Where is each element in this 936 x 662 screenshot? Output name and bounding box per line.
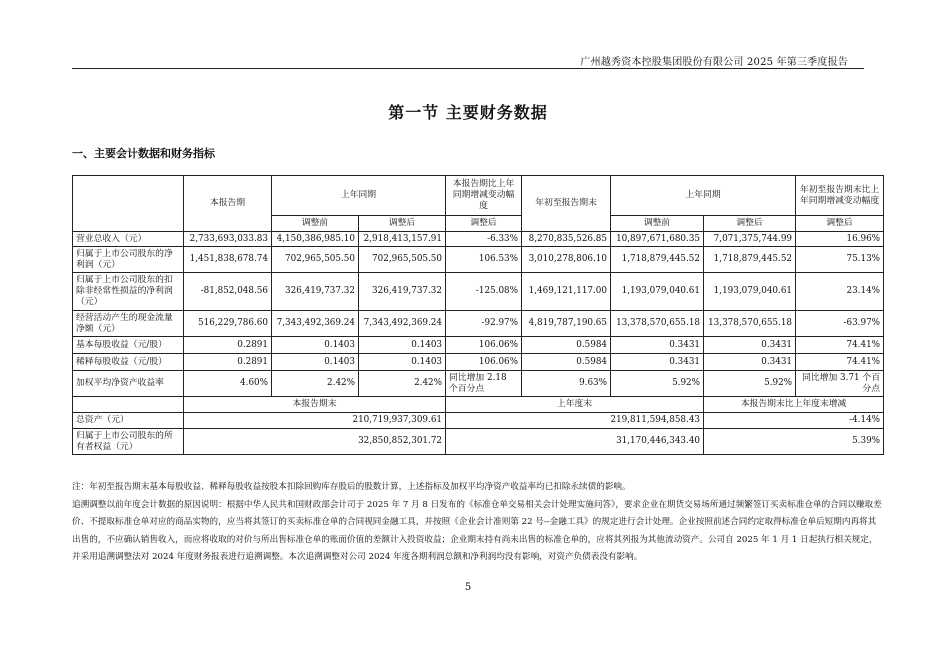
cell-value: -81,852,048.56 [184, 273, 272, 311]
header-ytd-change: 年初至报告期末比上年同期增减变动幅度 [796, 176, 884, 216]
cell-value: 同比增加 3.71 个百分点 [796, 371, 884, 397]
cell-value: 5.92% [611, 371, 704, 397]
header-prior-period: 上年同期 [272, 176, 446, 216]
cell-value: 3,010,278,806.10 [522, 247, 611, 273]
row-label: 归属于上市公司股东的扣除非经常性损益的净利润（元） [73, 273, 184, 311]
cell-value: 326,419,737.32 [359, 273, 446, 311]
cell-value: 0.1403 [272, 337, 359, 354]
header-ytd: 年初至报告期末 [522, 176, 611, 232]
financial-data-table [72, 175, 884, 455]
cell-value: 702,965,505.50 [272, 247, 359, 273]
row-label: 营业总收入（元） [73, 232, 184, 247]
cell-value: 10,897,671,680.35 [611, 232, 704, 247]
cell-value: 326,419,737.32 [272, 273, 359, 311]
row-label: 经营活动产生的现金流量净额（元） [73, 311, 184, 337]
table-row [73, 413, 884, 429]
cell-value: 2.42% [359, 371, 446, 397]
balance-header-row [73, 397, 884, 413]
balance-header-prior-year-end: 上年度末 [446, 397, 704, 413]
cell-value: 219,811,594,858.43 [446, 413, 704, 429]
subheader-adjusted: 调整后 [446, 216, 522, 232]
row-label: 归属于上市公司股东的所有者权益（元） [73, 429, 184, 455]
cell-value: 106.53% [446, 247, 522, 273]
table-row [73, 247, 884, 273]
cell-value: 1,193,079,040.61 [611, 273, 704, 311]
table-row [73, 429, 884, 455]
cell-value: 106.06% [446, 337, 522, 354]
cell-value: 0.2891 [184, 337, 272, 354]
cell-value: 1,469,121,117.00 [522, 273, 611, 311]
cell-value: 210,719,937,309.61 [184, 413, 446, 429]
balance-blank-cell [73, 397, 184, 413]
table-row [73, 371, 884, 397]
cell-value: -6.33% [446, 232, 522, 247]
header-blank-cell [73, 176, 184, 232]
cell-value: 4,150,386,985.10 [272, 232, 359, 247]
subheader-before-adjustment: 调整前 [272, 216, 359, 232]
table-row [73, 311, 884, 337]
cell-value: 7,071,375,744.99 [704, 232, 796, 247]
cell-value: -4.14% [704, 413, 884, 429]
cell-value: 0.1403 [359, 354, 446, 371]
cell-value: 7,343,492,369.24 [359, 311, 446, 337]
cell-value: 2,733,693,033.83 [184, 232, 272, 247]
cell-value: 5.39% [704, 429, 884, 455]
report-header-title: 广州越秀资本控股集团股份有限公司 2025 年第三季度报告 [580, 57, 848, 68]
cell-value: 75.13% [796, 247, 884, 273]
table-header-row [73, 176, 884, 216]
cell-value: 516,229,786.60 [184, 311, 272, 337]
cell-value: 1,451,838,678.74 [184, 247, 272, 273]
subheader-adjusted: 调整后 [796, 216, 884, 232]
cell-value: 1,718,879,445.52 [704, 247, 796, 273]
cell-value: 1,718,879,445.52 [611, 247, 704, 273]
row-label: 加权平均净资产收益率 [73, 371, 184, 397]
cell-value: 4,819,787,190.65 [522, 311, 611, 337]
cell-value: 0.5984 [522, 337, 611, 354]
cell-value: 7,343,492,369.24 [272, 311, 359, 337]
cell-value: -63.97% [796, 311, 884, 337]
row-label: 归属于上市公司股东的净利润（元） [73, 247, 184, 273]
cell-value: 0.3431 [611, 354, 704, 371]
cell-value: 16.96% [796, 232, 884, 247]
row-label: 稀释每股收益（元/股） [73, 354, 184, 371]
table-row [73, 273, 884, 311]
cell-value: 1,193,079,040.61 [704, 273, 796, 311]
page-number: 5 [464, 582, 472, 593]
cell-value: 2.42% [272, 371, 359, 397]
cell-value: 0.1403 [359, 337, 446, 354]
section-title: 第一节 主要财务数据 [388, 103, 548, 122]
subheader-after-adjustment: 调整后 [704, 216, 796, 232]
note-eps: 注：年初至报告期末基本每股收益、稀释每股收益按股本扣除回购库存股后的股数计算，上述指标及加权平均净资产收益率均已扣除永续债的影响。 [72, 482, 631, 492]
cell-value: 2,918,413,157.91 [359, 232, 446, 247]
table-notes [72, 479, 883, 567]
cell-value: 32,850,852,301.72 [184, 429, 446, 455]
balance-header-change: 本报告期末比上年度末增减 [704, 397, 884, 413]
cell-value: 同比增加 2.18 个百分点 [446, 371, 522, 397]
cell-value: 0.5984 [522, 354, 611, 371]
subheader-before-adjustment: 调整前 [611, 216, 704, 232]
cell-value: 13,378,570,655.18 [704, 311, 796, 337]
cell-value: 8,270,835,526.85 [522, 232, 611, 247]
cell-value: 23.14% [796, 273, 884, 311]
row-label: 总资产（元） [73, 413, 184, 429]
table-row [73, 232, 884, 247]
header-prior-ytd: 上年同期 [611, 176, 796, 216]
cell-value: 702,965,505.50 [359, 247, 446, 273]
cell-value: 0.3431 [704, 354, 796, 371]
cell-value: 106.06% [446, 354, 522, 371]
cell-value: 0.3431 [611, 337, 704, 354]
row-label: 基本每股收益（元/股） [73, 337, 184, 354]
subsection-title: 一、主要会计数据和财务指标 [72, 147, 215, 160]
cell-value: 0.2891 [184, 354, 272, 371]
cell-value: -125.08% [446, 273, 522, 311]
header-current-period: 本报告期 [184, 176, 272, 232]
cell-value: 74.41% [796, 337, 884, 354]
cell-value: 0.3431 [704, 337, 796, 354]
header-period-change: 本报告期比上年同期增减变动幅度 [446, 176, 522, 216]
cell-value: 0.1403 [272, 354, 359, 371]
cell-value: 13,378,570,655.18 [611, 311, 704, 337]
table-row [73, 354, 884, 371]
subheader-after-adjustment: 调整后 [359, 216, 446, 232]
balance-header-period-end: 本报告期末 [184, 397, 446, 413]
cell-value: -92.97% [446, 311, 522, 337]
note-retrospective-adjustment: 追溯调整以前年度会计数据的原因说明：根据中华人民共和国财政部会计司于 2025 年 7 月 8 日发布的《标准仓单交易相关会计处理实施问答》，要求企业在期货交易场所通过频繁签订买卖标准仓单的合同以赚取差价、不提取标准仓单对应的商品实物的，应当将其签订的买卖标准仓单的合同视同金融工具，并按照《企业会计准则第 22 号--金融工具》的规定进行会计处理。企业按照前述合同约定取得标准仓单后短期内再将其出售的，不应确认销售收入，而应将收取的对价与所出售标准仓单的账面价值的差额计入投资收益；企业期末持有尚未出售的标准仓单的，应将其列报为其他流动资产。公司自 2025 年 1 月 1 日起执行相关规定，并采用追溯调整法对 2024 年度财务报表进行追溯调整。本次追溯调整对公司 2024 年度各期利润总额和净利润均没有影响，对资产负债表没有影响。 [72, 499, 882, 562]
cell-value: 9.63% [522, 371, 611, 397]
cell-value: 74.41% [796, 354, 884, 371]
table-row [73, 337, 884, 354]
cell-value: 31,170,446,343.40 [446, 429, 704, 455]
header-rule [72, 68, 864, 69]
cell-value: 4.60% [184, 371, 272, 397]
cell-value: 5.92% [704, 371, 796, 397]
